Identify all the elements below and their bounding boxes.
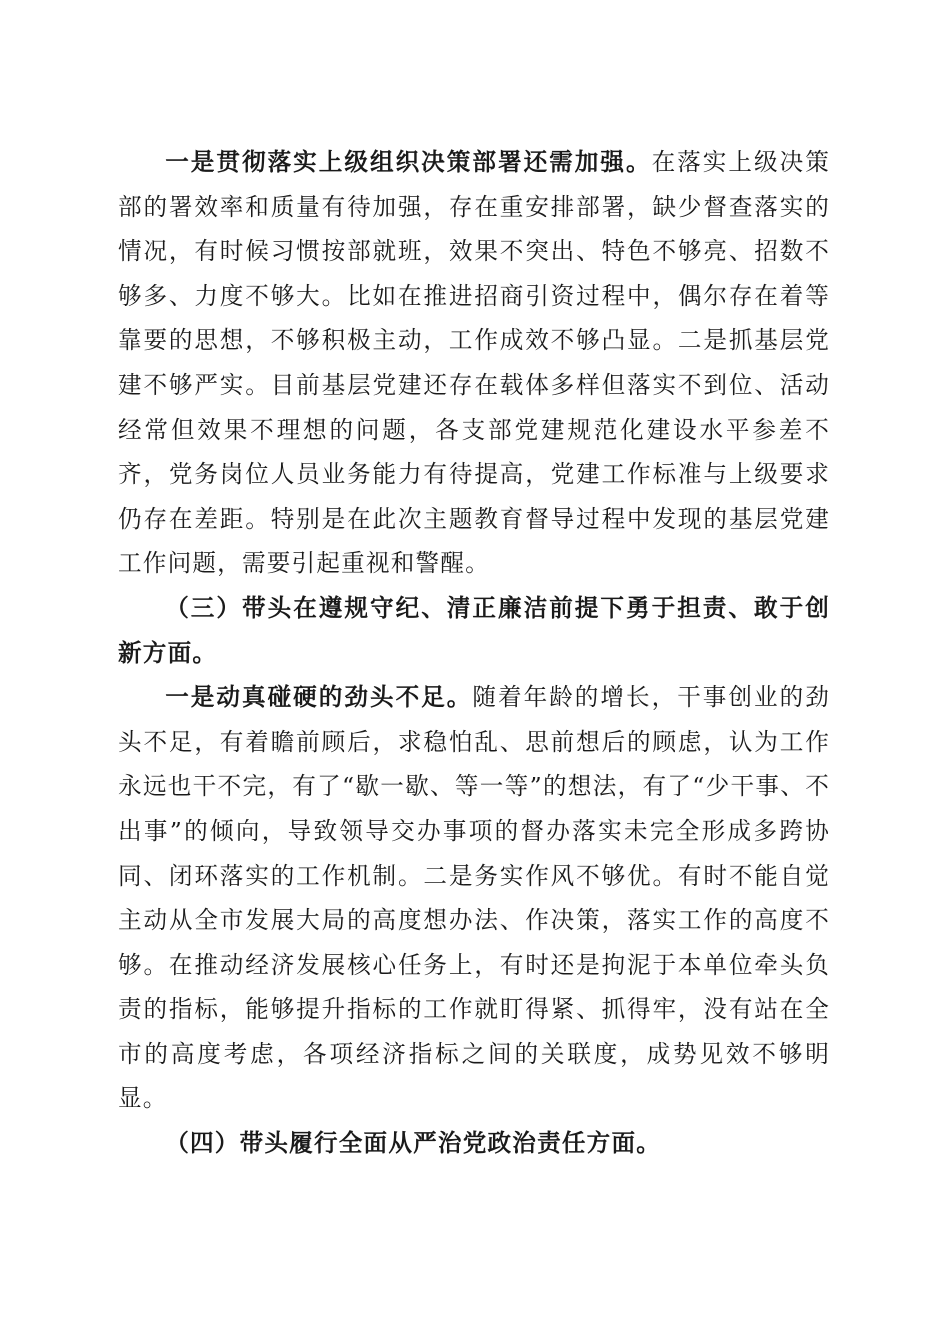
paragraph-1-lead: 一是贯彻落实上级组织决策部署还需加强。	[165, 148, 652, 176]
paragraph-2	[118, 675, 830, 1121]
paragraph-2-text: 随着年龄的增长，干事创业的劲头不足，有着瞻前顾后，求稳怕乱、思前想后的顾虑，认为工作永远也干不完，有了“歇一歇、等一等”的想法，有了“少干事、不出事”的倾向，导致领导交办事项的督办落实未完全形成多跨协同、闭环落实的工作机制。二是务实作风不够优。有时不能自觉主动从全市发展大局的高度想办法、作决策，落实工作的高度不够。在推动经济发展核心任务上，有时还是拘泥于本单位牵头负责的指标，能够提升指标的工作就盯得紧、抓得牢，没有站在全市的高度考虑，各项经济指标之间的关联度，成势见效不够明显。	[118, 683, 830, 1113]
paragraph-1	[118, 140, 830, 586]
section-heading-4: （四）带头履行全面从严治党政治责任方面。	[165, 1129, 662, 1158]
section-heading-3: （三）带头在遵规守纪、清正廉洁前提下勇于担责、敢于创新方面。	[118, 593, 830, 667]
paragraph-1-text: 在落实上级决策部的署效率和质量有待加强，存在重安排部署，缺少督查落实的情况，有时候习惯按部就班，效果不突出、特色不够亮、招数不够多、力度不够大。比如在推进招商引资过程中，偶尔存在着等靠要的思想，不够积极主动，工作成效不够凸显。二是抓基层党建不够严实。目前基层党建还存在载体多样但落实不到位、活动经常但效果不理想的问题，各支部党建规范化建设水平参差不齐，党务岗位人员业务能力有待提高，党建工作标准与上级要求仍存在差距。特别是在此次主题教育督导过程中发现的基层党建工作问题，需要引起重视和警醒。	[118, 148, 830, 578]
paragraph-2-lead: 一是动真碰硬的劲头不足。	[165, 683, 473, 712]
document-body	[118, 140, 830, 1166]
